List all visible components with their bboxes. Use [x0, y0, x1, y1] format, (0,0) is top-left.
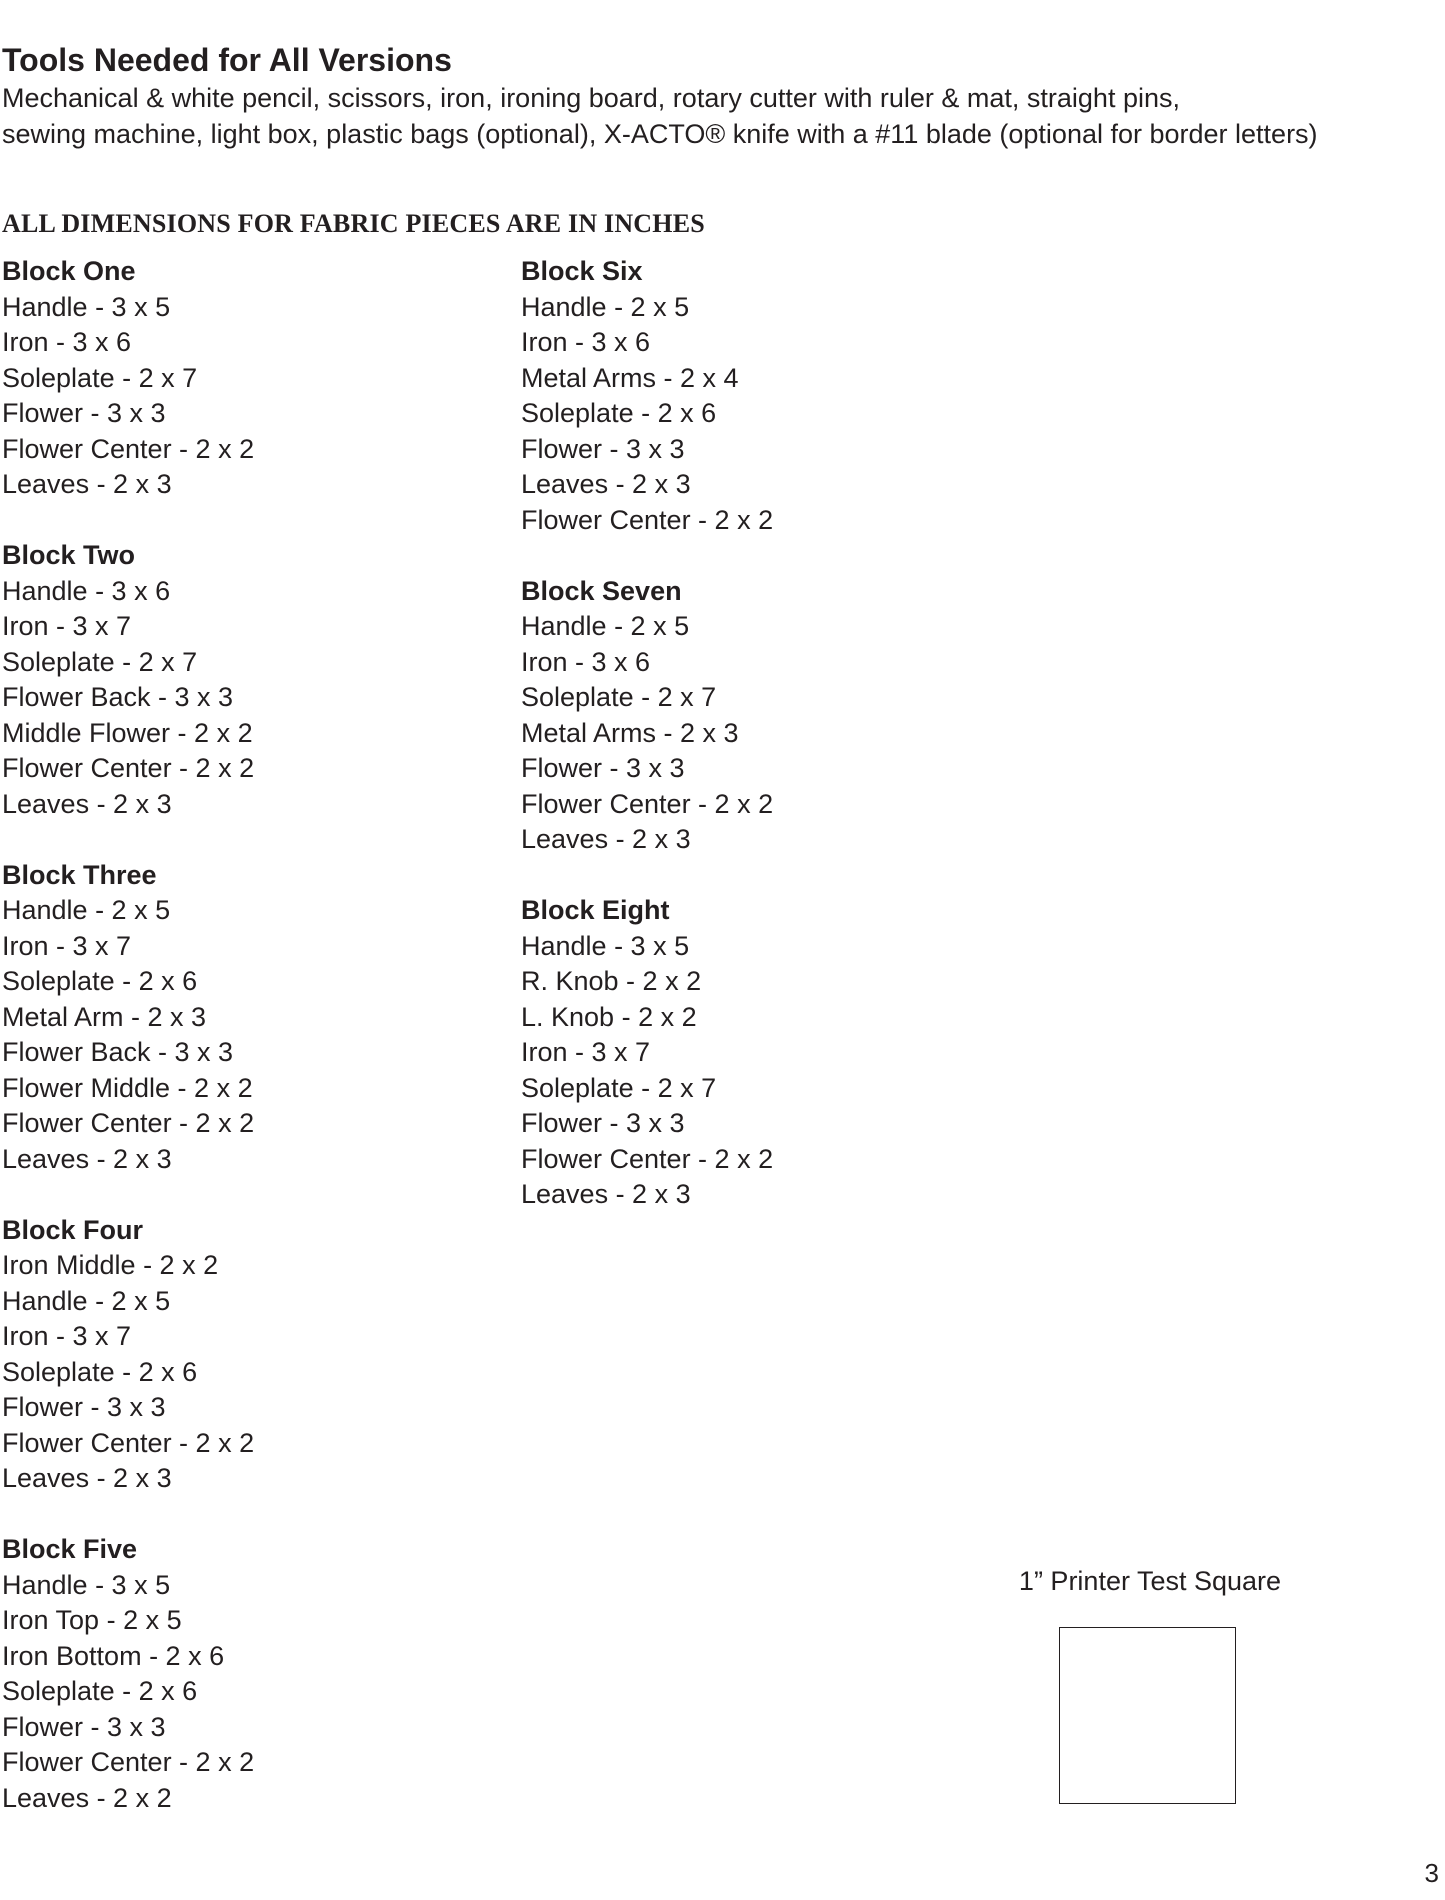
block-title: Block Five — [2, 1534, 138, 1564]
piece-item: Iron - 3 x 6 — [521, 327, 651, 357]
left-column — [2, 254, 482, 1852]
piece-item: R. Knob - 2 x 2 — [521, 966, 702, 996]
piece-item: Leaves - 2 x 3 — [2, 1143, 172, 1174]
piece-item: Flower Center - 2 x 2 — [2, 433, 255, 464]
block-title: Block Six — [521, 256, 643, 286]
piece-item: Metal Arm - 2 x 3 — [2, 1001, 207, 1032]
piece-list — [2, 1568, 482, 1817]
dimensions-heading: ALL DIMENSIONS FOR FABRIC PIECES ARE IN INCHES — [2, 209, 705, 238]
piece-item: Handle - 2 x 5 — [521, 291, 690, 322]
piece-item: Leaves - 2 x 3 — [2, 469, 172, 499]
block-title: Block Four — [2, 1214, 144, 1245]
piece-item: Soleplate - 2 x 7 — [521, 682, 717, 712]
piece-item: Iron Top - 2 x 5 — [2, 1605, 182, 1635]
tools-title: Tools Needed for All Versions — [2, 42, 452, 78]
tools-line-2: sewing machine, light box, plastic bags (optional), X-ACTO® knife with a #11 blade (optional for border letters) — [2, 119, 1318, 149]
piece-item: Soleplate - 2 x 6 — [2, 1676, 198, 1706]
piece-item: Leaves - 2 x 3 — [2, 788, 172, 819]
piece-item: Flower Back - 3 x 3 — [2, 682, 234, 712]
piece-item: Soleplate - 2 x 7 — [2, 646, 198, 677]
piece-item: Iron - 3 x 6 — [521, 646, 651, 677]
piece-item: Handle - 2 x 5 — [521, 611, 690, 641]
printer-test-square — [1059, 1627, 1236, 1804]
piece-item: Iron - 3 x 7 — [2, 1321, 132, 1351]
printer-test-square-label: 1” Printer Test Square — [1018, 1566, 1282, 1596]
piece-item: Soleplate - 2 x 7 — [2, 362, 198, 393]
block-title: Block Seven — [521, 575, 682, 606]
block-title: Block Eight — [521, 895, 670, 925]
piece-item: Flower - 3 x 3 — [2, 1711, 166, 1742]
block-title: Block Three — [2, 859, 157, 890]
piece-item: Iron Bottom - 2 x 6 — [2, 1640, 225, 1671]
piece-list — [2, 893, 482, 1177]
piece-item: Flower Middle - 2 x 2 — [2, 1072, 253, 1103]
piece-list — [521, 609, 1001, 858]
piece-item: Iron - 3 x 7 — [521, 1037, 651, 1067]
piece-item: Iron - 3 x 7 — [2, 930, 132, 961]
block-one — [2, 254, 482, 503]
piece-list — [521, 290, 1001, 539]
piece-item: Middle Flower - 2 x 2 — [2, 717, 253, 748]
piece-item: Handle - 3 x 6 — [2, 575, 171, 606]
piece-item: Handle - 2 x 5 — [2, 1285, 171, 1316]
block-four — [2, 1213, 482, 1497]
block-title: Block One — [2, 256, 136, 286]
block-six — [521, 254, 1001, 538]
piece-item: Flower - 3 x 3 — [521, 433, 685, 464]
piece-item: Flower Back - 3 x 3 — [2, 1037, 234, 1067]
piece-list — [2, 574, 482, 823]
piece-item: Soleplate - 2 x 6 — [521, 398, 717, 428]
piece-item: Flower - 3 x 3 — [521, 1108, 685, 1138]
piece-item: Flower Center - 2 x 2 — [2, 753, 255, 783]
tools-list — [2, 80, 1318, 152]
piece-item: Flower Center - 2 x 2 — [521, 1143, 774, 1174]
block-eight — [521, 893, 1001, 1213]
block-seven — [521, 574, 1001, 858]
piece-item: Flower Center - 2 x 2 — [521, 788, 774, 819]
block-three — [2, 858, 482, 1178]
piece-item: Flower - 3 x 3 — [521, 753, 685, 783]
piece-item: Iron - 3 x 6 — [2, 327, 132, 357]
piece-item: Flower Center - 2 x 2 — [2, 1427, 255, 1458]
piece-item: Handle - 3 x 5 — [2, 1569, 171, 1600]
block-two — [2, 538, 482, 822]
piece-item: Flower Center - 2 x 2 — [2, 1108, 255, 1138]
piece-item: Leaves - 2 x 3 — [521, 469, 691, 499]
piece-item: Handle - 3 x 5 — [2, 291, 171, 322]
piece-item: Soleplate - 2 x 7 — [521, 1072, 717, 1103]
piece-item: Handle - 3 x 5 — [521, 930, 690, 961]
piece-item: Leaves - 2 x 3 — [521, 824, 691, 854]
piece-list — [2, 1248, 482, 1497]
piece-item: Handle - 2 x 5 — [2, 895, 171, 925]
piece-item: Iron - 3 x 7 — [2, 611, 132, 641]
piece-item: Metal Arms - 2 x 3 — [521, 717, 739, 748]
piece-item: Flower - 3 x 3 — [2, 398, 166, 428]
page-number: 3 — [1424, 1858, 1439, 1888]
tools-line-1: Mechanical & white pencil, scissors, iron, ironing board, rotary cutter with ruler & mat, straight pins, — [2, 83, 1180, 113]
piece-item: Soleplate - 2 x 6 — [2, 1356, 198, 1387]
piece-item: Flower - 3 x 3 — [2, 1392, 166, 1422]
piece-item: Flower Center - 2 x 2 — [2, 1747, 255, 1777]
piece-item: Soleplate - 2 x 6 — [2, 966, 198, 996]
piece-item: Metal Arms - 2 x 4 — [521, 362, 739, 393]
piece-item: Leaves - 2 x 3 — [2, 1463, 172, 1493]
right-column — [521, 254, 1001, 1248]
piece-item: Leaves - 2 x 2 — [2, 1782, 172, 1813]
piece-item: Leaves - 2 x 3 — [521, 1179, 691, 1209]
piece-item: Flower Center - 2 x 2 — [521, 504, 774, 535]
piece-list — [2, 290, 482, 503]
piece-item: Iron Middle - 2 x 2 — [2, 1250, 219, 1280]
block-title: Block Two — [2, 540, 136, 570]
block-five — [2, 1532, 482, 1816]
piece-list — [521, 929, 1001, 1213]
piece-item: L. Knob - 2 x 2 — [521, 1001, 697, 1032]
